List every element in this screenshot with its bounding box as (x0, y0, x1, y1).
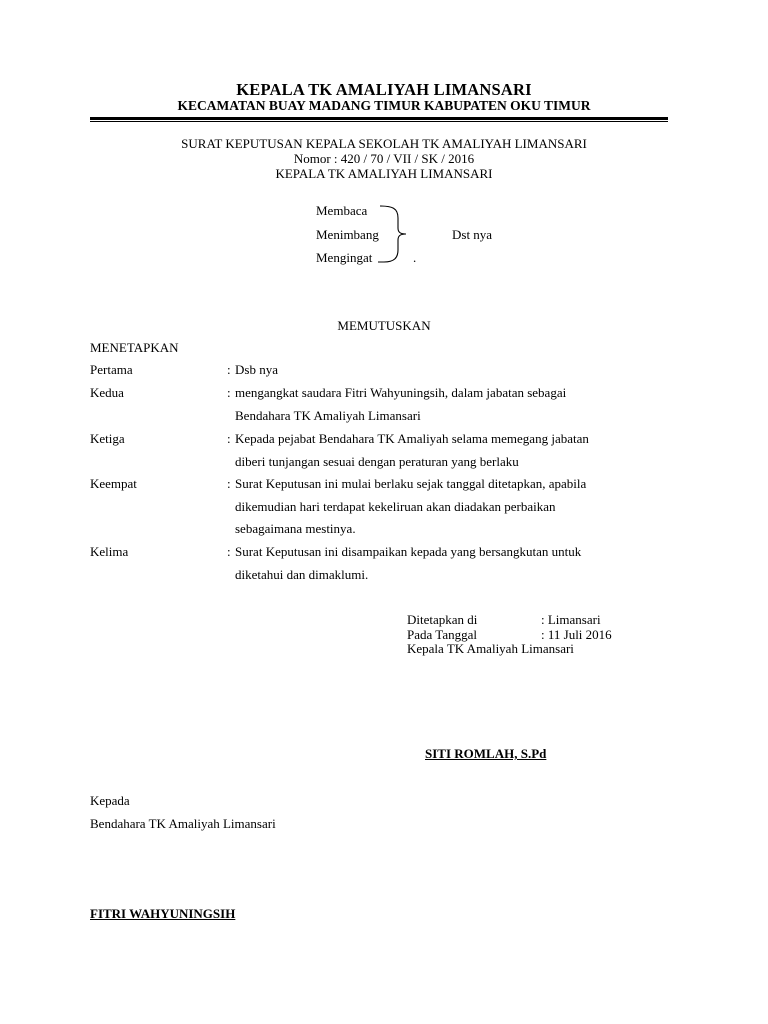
article-text: Surat Keputusan ini disampaikan kepada yang bersangkutan untuk (235, 544, 582, 559)
consideration-dot: . (413, 250, 417, 265)
letterhead-title: KEPALA TK AMALIYAH LIMANSARI (236, 80, 532, 99)
signer-name: SITI ROMLAH, S.Pd (425, 746, 547, 761)
article-text: Dsb nya (235, 362, 278, 377)
letterhead-divider-thin (90, 121, 668, 122)
letterhead-subtitle: KECAMATAN BUAY MADANG TIMUR KABUPATEN OKU TIMUR (177, 98, 591, 113)
article-text: diberi tunjangan sesuai dengan peraturan yang berlaku (235, 454, 519, 469)
article-text: diketahui dan dimaklumi. (235, 567, 369, 582)
article-colon: : (227, 362, 231, 377)
signer-position: Kepala TK Amaliyah Limansari (407, 641, 574, 656)
place-label: Ditetapkan di (407, 612, 478, 627)
article-label: Ketiga (90, 431, 125, 446)
article-colon: : (227, 476, 231, 491)
recipient-name: FITRI WAHYUNINGSIH (90, 906, 236, 921)
curly-brace-icon (378, 200, 438, 268)
establish-label: MENETAPKAN (90, 340, 179, 355)
article-label: Keempat (90, 476, 137, 491)
consideration-mengingat: Mengingat (316, 250, 373, 265)
article-text: dikemudian hari terdapat kekeliruan akan diadakan perbaikan (235, 499, 556, 514)
article-text: Kepada pejabat Bendahara TK Amaliyah selama memegang jabatan (235, 431, 589, 446)
consideration-note: Dst nya (452, 227, 493, 242)
recipient-to-label: Kepada (90, 793, 130, 808)
letterhead-divider (90, 117, 668, 120)
article-label: Pertama (90, 362, 133, 377)
article-colon: : (227, 431, 231, 446)
decree-title: SURAT KEPUTUSAN KEPALA SEKOLAH TK AMALIYAH LIMANSARI (181, 136, 587, 151)
article-text: Surat Keputusan ini mulai berlaku sejak tanggal ditetapkan, apabila (235, 476, 587, 491)
consideration-menimbang: Menimbang (316, 227, 379, 242)
decree-number: Nomor : 420 / 70 / VII / SK / 2016 (293, 151, 475, 166)
article-label: Kedua (90, 385, 124, 400)
article-text: sebagaimana mestinya. (235, 521, 356, 536)
date-value: : 11 Juli 2016 (541, 627, 612, 642)
article-colon: : (227, 385, 231, 400)
article-colon: : (227, 544, 231, 559)
date-label: Pada Tanggal (407, 627, 477, 642)
consideration-membaca: Membaca (316, 203, 368, 218)
article-text: Bendahara TK Amaliyah Limansari (235, 408, 421, 423)
article-text: mengangkat saudara Fitri Wahyuningsih, dalam jabatan sebagai (235, 385, 567, 400)
article-label: Kelima (90, 544, 129, 559)
place-value: : Limansari (541, 612, 601, 627)
recipient-to: Bendahara TK Amaliyah Limansari (90, 816, 276, 831)
decree-issuer: KEPALA TK AMALIYAH LIMANSARI (275, 166, 493, 181)
decision-heading: MEMUTUSKAN (337, 318, 431, 333)
